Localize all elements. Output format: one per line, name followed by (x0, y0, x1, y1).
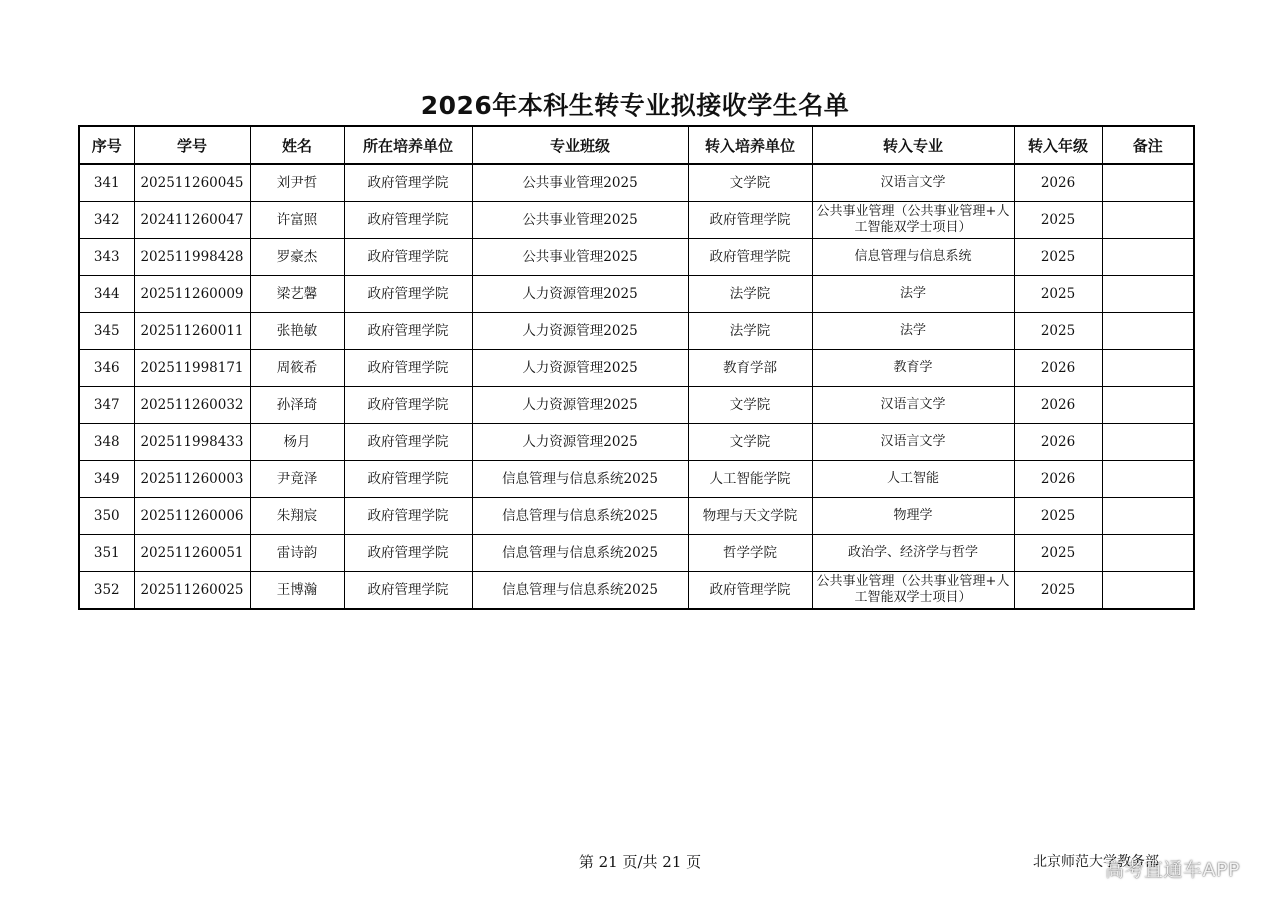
table-row (79, 276, 1194, 313)
cell-target-grade: 2025 (1014, 239, 1102, 276)
cell-name: 雷诗韵 (250, 535, 344, 572)
cell-class: 人力资源管理2025 (472, 313, 688, 350)
cell-target-major: 公共事业管理（公共事业管理+人工智能双学士项目） (812, 572, 1014, 610)
cell-home-unit: 政府管理学院 (344, 424, 472, 461)
cell-student-id: 202511260025 (134, 572, 250, 610)
cell-remarks (1102, 535, 1194, 572)
cell-index: 350 (79, 498, 134, 535)
cell-home-unit: 政府管理学院 (344, 498, 472, 535)
cell-remarks (1102, 313, 1194, 350)
cell-target-grade: 2025 (1014, 313, 1102, 350)
cell-home-unit: 政府管理学院 (344, 461, 472, 498)
cell-target-major: 汉语言文学 (812, 387, 1014, 424)
cell-target-grade: 2026 (1014, 461, 1102, 498)
table-row (79, 498, 1194, 535)
cell-target-major: 汉语言文学 (812, 424, 1014, 461)
cell-target-major: 法学 (812, 313, 1014, 350)
header-cell: 所在培养单位 (344, 126, 472, 164)
cell-class: 人力资源管理2025 (472, 424, 688, 461)
table-row (79, 461, 1194, 498)
page-number: 第 21 页/共 21 页 (578, 853, 702, 871)
cell-name: 梁艺馨 (250, 276, 344, 313)
header-cell: 转入年级 (1014, 126, 1102, 164)
cell-student-id: 202511998428 (134, 239, 250, 276)
cell-student-id: 202511260006 (134, 498, 250, 535)
table-row (79, 164, 1194, 202)
cell-target-major: 公共事业管理（公共事业管理+人工智能双学士项目） (812, 202, 1014, 239)
cell-target-unit: 哲学学院 (688, 535, 812, 572)
cell-home-unit: 政府管理学院 (344, 535, 472, 572)
cell-index: 341 (79, 164, 134, 202)
cell-remarks (1102, 164, 1194, 202)
header-cell: 专业班级 (472, 126, 688, 164)
cell-home-unit: 政府管理学院 (344, 239, 472, 276)
cell-class: 信息管理与信息系统2025 (472, 498, 688, 535)
watermark: 高考直通车APP (1105, 859, 1240, 881)
cell-name: 罗豪杰 (250, 239, 344, 276)
cell-name: 朱翔宸 (250, 498, 344, 535)
cell-index: 352 (79, 572, 134, 610)
cell-target-unit: 文学院 (688, 424, 812, 461)
cell-class: 信息管理与信息系统2025 (472, 572, 688, 610)
cell-name: 王博瀚 (250, 572, 344, 610)
cell-name: 杨月 (250, 424, 344, 461)
header-cell: 学号 (134, 126, 250, 164)
cell-class: 人力资源管理2025 (472, 276, 688, 313)
cell-target-grade: 2026 (1014, 164, 1102, 202)
cell-class: 公共事业管理2025 (472, 164, 688, 202)
cell-target-grade: 2026 (1014, 424, 1102, 461)
cell-target-unit: 政府管理学院 (688, 239, 812, 276)
cell-remarks (1102, 276, 1194, 313)
cell-student-id: 202411260047 (134, 202, 250, 239)
table-row (79, 535, 1194, 572)
cell-remarks (1102, 202, 1194, 239)
table-row (79, 350, 1194, 387)
cell-name: 周筱希 (250, 350, 344, 387)
cell-target-major: 教育学 (812, 350, 1014, 387)
cell-target-major: 物理学 (812, 498, 1014, 535)
cell-remarks (1102, 498, 1194, 535)
cell-target-major: 汉语言文学 (812, 164, 1014, 202)
table-header-row (79, 126, 1194, 164)
cell-student-id: 202511260003 (134, 461, 250, 498)
cell-remarks (1102, 387, 1194, 424)
cell-class: 人力资源管理2025 (472, 350, 688, 387)
document-title: 2026年本科生转专业拟接收学生名单 (420, 91, 850, 120)
header-cell: 序号 (79, 126, 134, 164)
cell-home-unit: 政府管理学院 (344, 572, 472, 610)
cell-remarks (1102, 239, 1194, 276)
cell-student-id: 202511260051 (134, 535, 250, 572)
header-cell: 姓名 (250, 126, 344, 164)
cell-index: 351 (79, 535, 134, 572)
cell-class: 信息管理与信息系统2025 (472, 461, 688, 498)
cell-target-grade: 2025 (1014, 535, 1102, 572)
table-row (79, 313, 1194, 350)
cell-name: 许富照 (250, 202, 344, 239)
cell-target-unit: 法学院 (688, 313, 812, 350)
cell-target-major: 人工智能 (812, 461, 1014, 498)
cell-index: 349 (79, 461, 134, 498)
cell-home-unit: 政府管理学院 (344, 350, 472, 387)
cell-remarks (1102, 572, 1194, 610)
cell-index: 342 (79, 202, 134, 239)
table-row (79, 424, 1194, 461)
cell-target-major: 法学 (812, 276, 1014, 313)
cell-target-grade: 2026 (1014, 387, 1102, 424)
cell-home-unit: 政府管理学院 (344, 202, 472, 239)
issuing-organization: 北京师范大学教务部 (1033, 854, 1159, 870)
cell-target-grade: 2026 (1014, 350, 1102, 387)
cell-student-id: 202511260045 (134, 164, 250, 202)
cell-target-grade: 2025 (1014, 202, 1102, 239)
cell-class: 人力资源管理2025 (472, 387, 688, 424)
cell-target-grade: 2025 (1014, 276, 1102, 313)
table-row (79, 572, 1194, 610)
cell-name: 孙泽琦 (250, 387, 344, 424)
cell-remarks (1102, 461, 1194, 498)
cell-target-grade: 2025 (1014, 572, 1102, 610)
header-cell: 转入专业 (812, 126, 1014, 164)
table-row (79, 387, 1194, 424)
cell-student-id: 202511260009 (134, 276, 250, 313)
cell-target-unit: 教育学部 (688, 350, 812, 387)
cell-student-id: 202511998171 (134, 350, 250, 387)
cell-target-unit: 文学院 (688, 164, 812, 202)
cell-target-grade: 2025 (1014, 498, 1102, 535)
cell-target-major: 政治学、经济学与哲学 (812, 535, 1014, 572)
cell-home-unit: 政府管理学院 (344, 387, 472, 424)
student-transfer-table (78, 125, 1195, 610)
cell-index: 347 (79, 387, 134, 424)
table-body (79, 164, 1194, 609)
cell-index: 348 (79, 424, 134, 461)
cell-class: 公共事业管理2025 (472, 239, 688, 276)
table-row (79, 202, 1194, 239)
cell-index: 345 (79, 313, 134, 350)
cell-class: 公共事业管理2025 (472, 202, 688, 239)
cell-home-unit: 政府管理学院 (344, 164, 472, 202)
cell-target-unit: 政府管理学院 (688, 202, 812, 239)
cell-name: 张艳敏 (250, 313, 344, 350)
table-row (79, 239, 1194, 276)
cell-remarks (1102, 350, 1194, 387)
cell-student-id: 202511260032 (134, 387, 250, 424)
cell-target-unit: 文学院 (688, 387, 812, 424)
cell-index: 343 (79, 239, 134, 276)
cell-target-unit: 法学院 (688, 276, 812, 313)
cell-target-unit: 人工智能学院 (688, 461, 812, 498)
header-cell: 转入培养单位 (688, 126, 812, 164)
cell-target-unit: 政府管理学院 (688, 572, 812, 610)
cell-name: 尹竟泽 (250, 461, 344, 498)
header-cell: 备注 (1102, 126, 1194, 164)
cell-student-id: 202511260011 (134, 313, 250, 350)
cell-student-id: 202511998433 (134, 424, 250, 461)
cell-name: 刘尹哲 (250, 164, 344, 202)
cell-index: 344 (79, 276, 134, 313)
cell-target-unit: 物理与天文学院 (688, 498, 812, 535)
cell-home-unit: 政府管理学院 (344, 276, 472, 313)
cell-index: 346 (79, 350, 134, 387)
cell-class: 信息管理与信息系统2025 (472, 535, 688, 572)
cell-remarks (1102, 424, 1194, 461)
cell-home-unit: 政府管理学院 (344, 313, 472, 350)
cell-target-major: 信息管理与信息系统 (812, 239, 1014, 276)
